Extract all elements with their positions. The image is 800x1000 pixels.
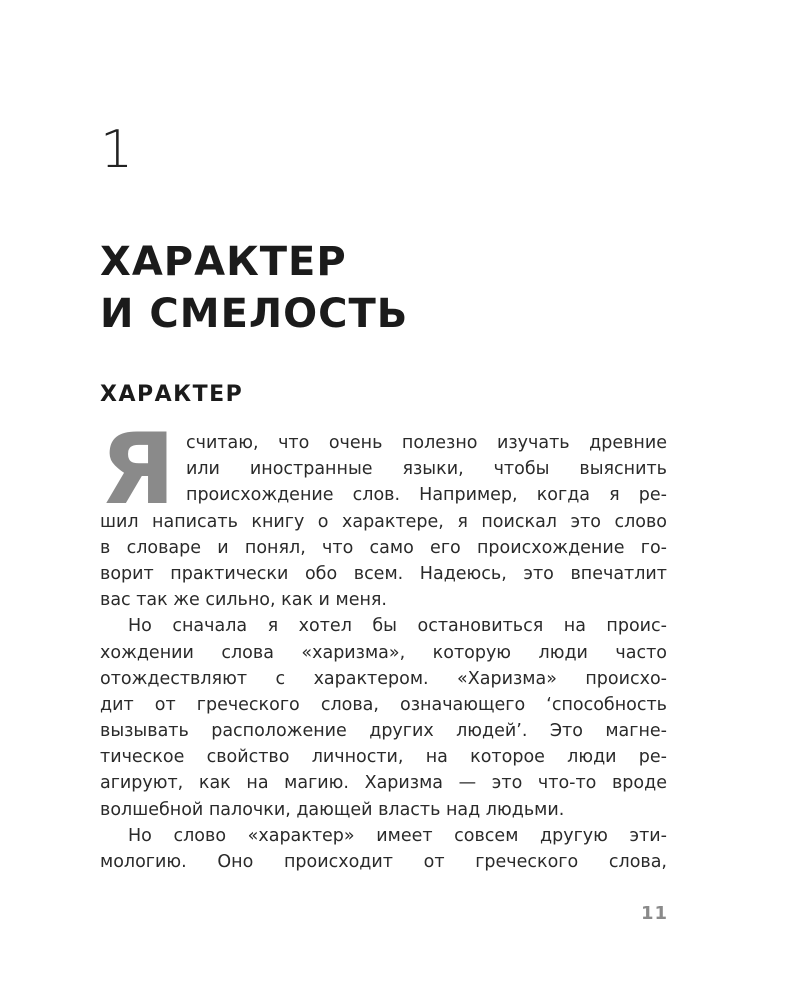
chapter-title <box>100 236 408 340</box>
chapter-title-line-1: ХАРАКТЕР <box>100 239 347 285</box>
drop-cap: Я <box>100 413 176 527</box>
text-line: или иностранные языки, чтобы выяснить <box>186 459 667 480</box>
paragraph-1 <box>100 430 667 613</box>
text-line: считаю, что очень полезно изучать древние <box>186 433 667 453</box>
text-line: происхождение слов. Например, когда я ре- <box>186 485 667 506</box>
text-line: агируют, как на магию. Харизма — это что-то вроде <box>100 773 667 794</box>
text-line: вызывать расположение других людей’. Это магне- <box>100 721 667 742</box>
text-line: Но слово «характер» имеет совсем другую эти- <box>128 825 667 846</box>
text-line: хождении слова «харизма», которую люди часто <box>100 642 667 663</box>
text-line: вас так же сильно, как и меня. <box>100 590 387 611</box>
text-line: отождествляют с характером. «Харизма» происхо- <box>100 668 667 689</box>
text-line: дит от греческого слова, означающего ‘способность <box>100 694 667 715</box>
body-text <box>100 430 667 875</box>
text-line: Но сначала я хотел бы остановиться на проис- <box>128 616 667 637</box>
section-heading: ХАРАКТЕР <box>100 382 244 407</box>
paragraph-3 <box>100 823 667 875</box>
text-line: тическое свойство личности, на которое люди ре- <box>100 747 667 768</box>
chapter-title-line-2: И СМЕЛОСТЬ <box>100 291 409 337</box>
text-line: мологию. Оно происходит от греческого слова, <box>100 852 667 872</box>
paragraph-2 <box>100 613 667 823</box>
text-line: волшебной палочки, дающей власть над людьми. <box>100 799 565 820</box>
text-line: шил написать книгу о характере, я поискал это слово <box>100 511 667 532</box>
page-number: 11 <box>640 903 668 924</box>
text-line: в словаре и понял, что само его происхождение го- <box>100 537 667 558</box>
chapter-number: 1 <box>100 120 134 180</box>
text-line: ворит практически обо всем. Надеюсь, это впечатлит <box>100 563 667 584</box>
